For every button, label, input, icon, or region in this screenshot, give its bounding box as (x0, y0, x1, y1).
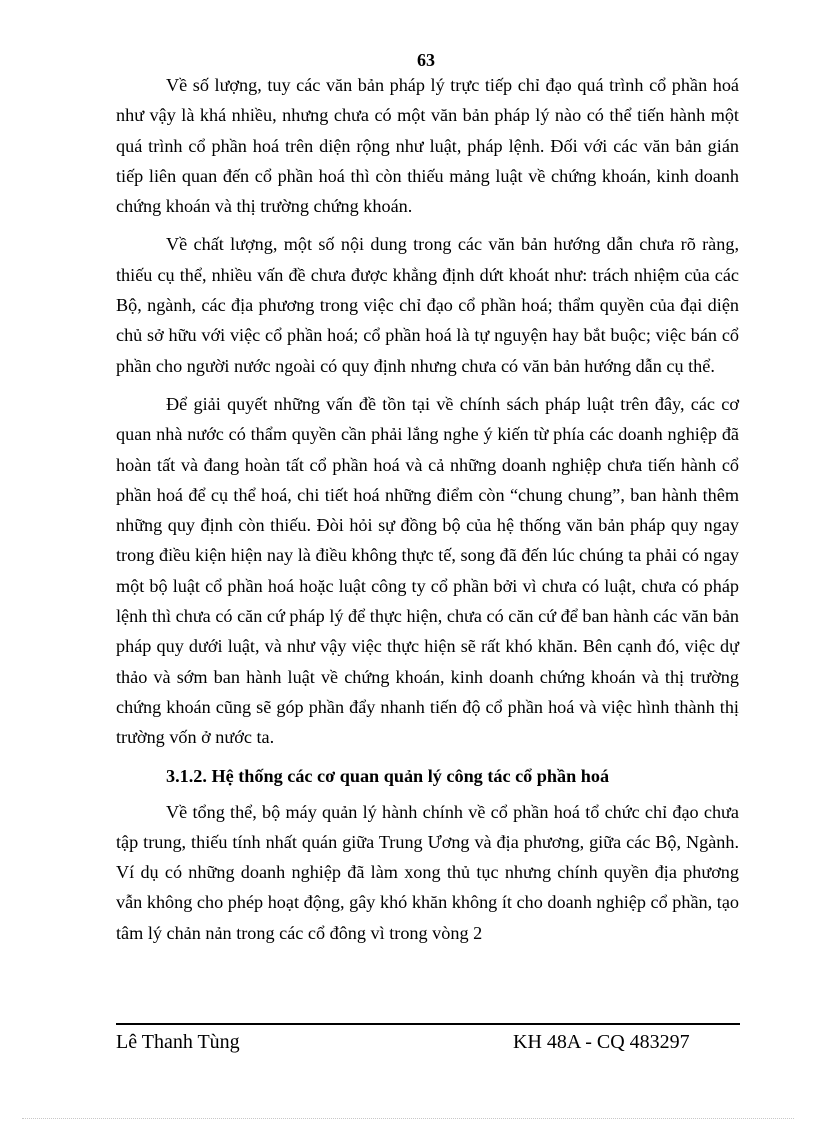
footer-divider (116, 1023, 740, 1025)
paragraph-quantity: Về số lượng, tuy các văn bản pháp lý trực tiếp chỉ đạo quá trình cổ phần hoá như vậy là khá nhiều, nhưng chưa có một văn bản pháp lý nào có thể tiến hành một quá trình cổ phần hoá trên diện rộng như luật, pháp lệnh. Đối với các văn bản gián tiếp liên quan đến cổ phần hoá thì còn thiếu mảng luật về chứng khoán, kinh doanh chứng khoán và thị trường chứng khoán. (116, 75, 739, 217)
document-body (116, 70, 739, 956)
page-number: 63 (417, 50, 435, 70)
paragraph-solution: Để giải quyết những vấn đề tồn tại về chính sách pháp luật trên đây, các cơ quan nhà nước có thẩm quyền cần phải lắng nghe ý kiến từ phía các doanh nghiệp đã hoàn tất và đang hoàn tất cổ phần hoá và cả những doanh nghiệp chưa tiến hành cổ phần hoá để cụ thể hoá, chi tiết hoá những điểm còn “chung chung”, ban hành thêm những quy định còn thiếu. Đòi hỏi sự đồng bộ của hệ thống văn bản pháp quy ngay trong điều kiện hiện nay là điều không thực tế, song đã đến lúc chúng ta phải có ngay một bộ luật cổ phần hoá hoặc luật công ty cổ phần bởi vì chưa có luật, chưa có pháp lệnh thì chưa có căn cứ pháp lý để thực hiện, chưa có căn cứ để ban hành các văn bản pháp quy dưới luật, và như vậy việc thực hiện sẽ rất khó khăn. Bên cạnh đó, việc dự thảo và sớm ban hành luật về chứng khoán, kinh doanh chứng khoán và thị trường chứng khoán cũng sẽ góp phần đẩy nhanh tiến độ cổ phần hoá và việc hình thành thị trường vốn ở nước ta. (116, 393, 739, 748)
paragraph-section-intro: Về tổng thể, bộ máy quản lý hành chính về cổ phần hoá tổ chức chỉ đạo chưa tập trung, thiếu tính nhất quán giữa Trung Ương và địa phương, giữa các Bộ, Ngành. Ví dụ có những doanh nghiệp đã làm xong thủ tục nhưng chính quyền địa phương vẫn không cho phép hoạt động, gây khó khăn không ít cho doanh nghiệp cổ phần, tạo tâm lý chản nản trong các cổ đông vì trong vòng 2 (116, 801, 739, 943)
page-bottom-border (22, 1118, 794, 1119)
paragraph-quality: Về chất lượng, một số nội dung trong các văn bản hướng dẫn chưa rõ ràng, thiếu cụ thể, nhiều vấn đề chưa được khẳng định dứt khoát như: trách nhiệm của các Bộ, ngành, các địa phương trong việc chỉ đạo cổ phần hoá; thẩm quyền của đại diện chủ sở hữu với việc cổ phần hoá; cổ phần hoá là tự nguyện hay bắt buộc; việc bán cổ phần cho người nước ngoài có quy định nhưng chưa có văn bản hướng dẫn cụ thể. (116, 234, 739, 376)
footer-author: Lê Thanh Tùng (116, 1031, 240, 1053)
section-heading: 3.1.2. Hệ thống các cơ quan quản lý công tác cổ phần hoá (166, 765, 610, 786)
footer-student-code: KH 48A - CQ 483297 (513, 1031, 690, 1053)
